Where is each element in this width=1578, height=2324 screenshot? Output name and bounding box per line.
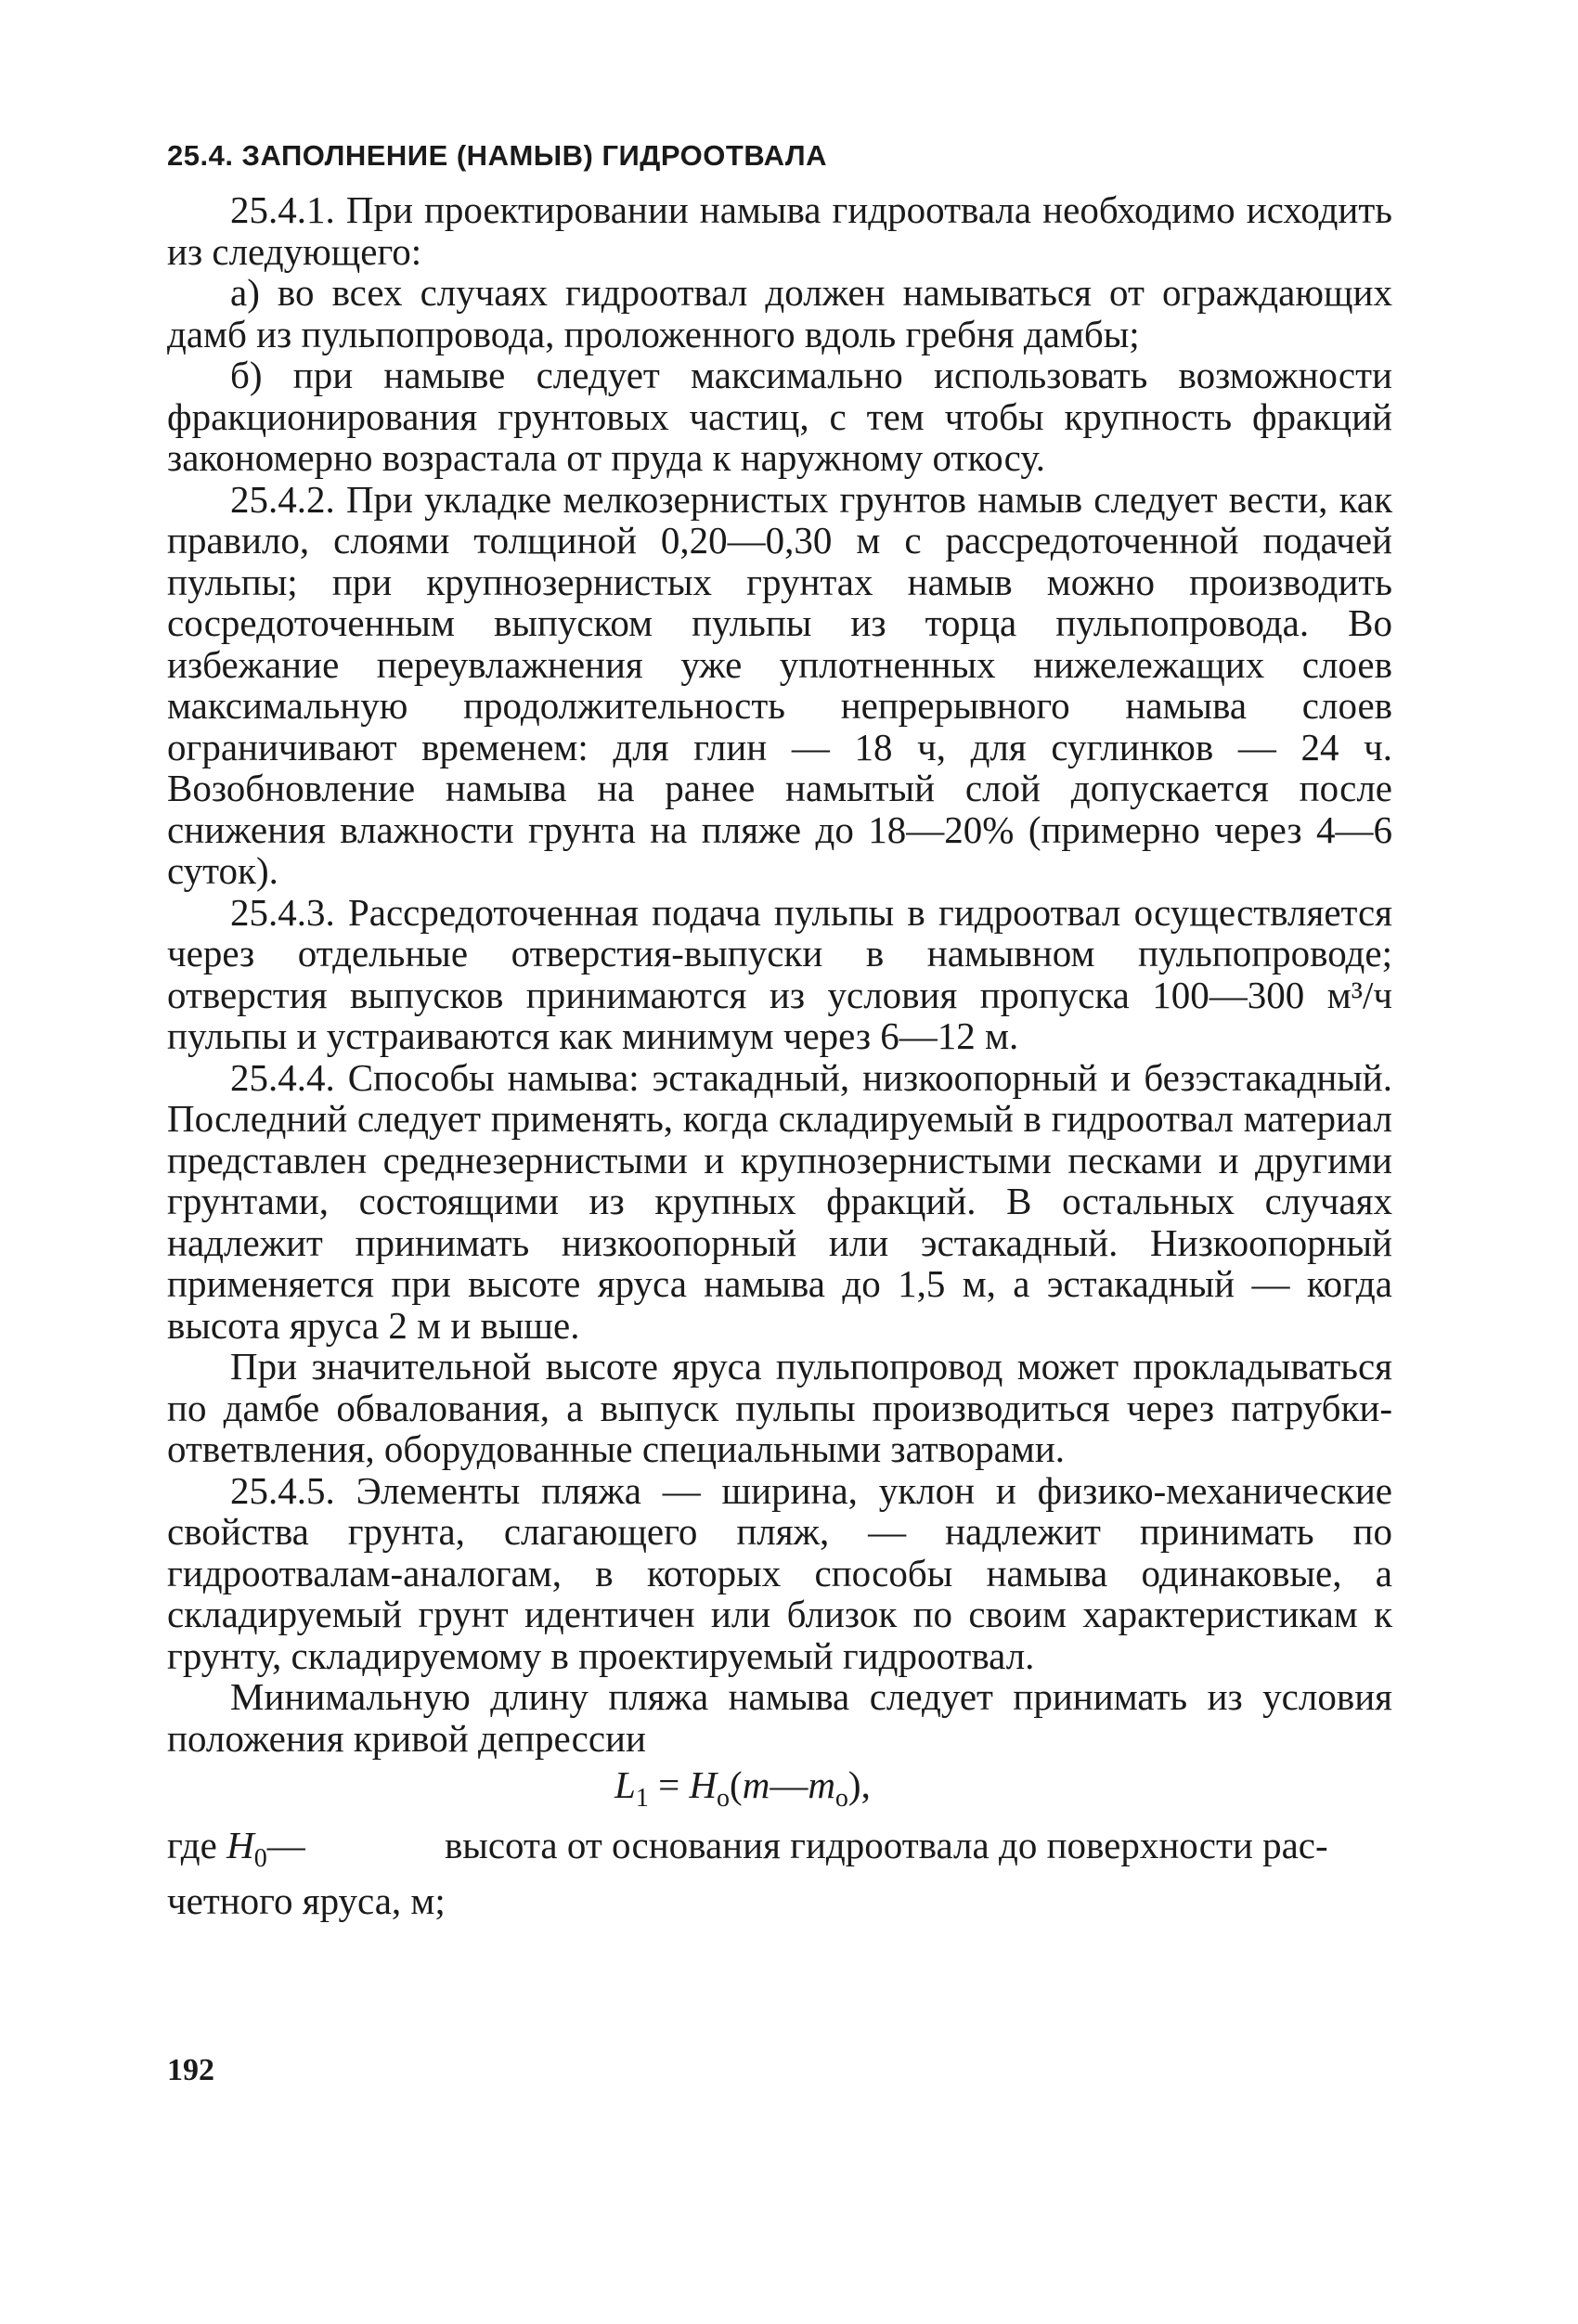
paragraph-min-beach-length: Минимальную длину пляжа намыва следует принимать из условия положения кривой депрессии [167, 1675, 1392, 1760]
formula-m: m [742, 1763, 770, 1806]
section-heading: 25.4. ЗАПОЛНЕНИЕ (НАМЫВ) ГИДРООТВАЛА [167, 139, 828, 172]
paragraph-item-b: б) при намыве следует максимально использовать возможности фракционирования грунтовых частиц, с тем чтобы крупность фракций закономерно возрастала от пруда к наружному откосу. [167, 354, 1392, 479]
paragraph-25-4-2: 25.4.2. При укладке мелкозернистых грунтов намыв следует вести, как правило, слоями толщиной 0,20—0,30 м с рассредоточенной подачей пульпы; при крупнозернистых грунтах намыв можно производить сосредоточенным выпуском пульпы из торца пульпопровода. Во избежание переувлажнения уже уплотненных нижележащих слоев максимальную продолжительность непрерывного намыва слоев ограничивают временем: для глин — 18 ч, для суглинков — 24 ч. Возобновление намыва на ранее намытый слой допускается после снижения влажности грунта на пляже до 18—20% (примерно через 4—6 суток). [167, 477, 1392, 892]
formula-open-paren: ( [730, 1763, 743, 1806]
paragraph-tier-height: При значительной высоте яруса пульпопровод может прокладываться по дамбе обвалования, а выпуск пульпы производиться через патрубки-ответвления, оборудованные специальными затворами. [167, 1345, 1392, 1470]
formula-m0-sub: o [834, 1784, 848, 1814]
formula-close-paren: ), [847, 1763, 871, 1806]
formula-h-var: H [689, 1763, 718, 1806]
formula-equals: = [648, 1763, 690, 1806]
formula-h-sub: o [717, 1784, 731, 1814]
where-var: H [226, 1824, 254, 1867]
paragraph-25-4-5: 25.4.5. Элементы пляжа — ширина, уклон и физико-механические свойства грунта, слагающего пляж, — надлежит принимать по гидроотвалам-аналогам, в которых способы намыва одинаковые, а складируемый грунт идентичен или близок по своим характеристикам к грунту, складируемому в проектируемый гидроотвал. [167, 1468, 1392, 1677]
paragraph-25-4-1: 25.4.1. При проектировании намыва гидроотвала необходимо исходить из следующего: [167, 188, 1392, 273]
formula-minus: — [770, 1763, 808, 1806]
formula-m0-var: m [808, 1763, 835, 1806]
page-body [167, 137, 1392, 1921]
paragraph-25-4-3: 25.4.3. Рассредоточенная подача пульпы в гидроотвал осуществляется через отдельные отверстия-выпуски в намывном пульпопроводе; отверстия выпусков принимаются из условия пропуска 100—300 м³/ч пульпы и устраиваются как минимум через 6—12 м. [167, 890, 1392, 1057]
formula-lhs-var: L [614, 1763, 636, 1806]
where-definition [167, 1825, 1392, 1921]
paragraph-item-a: а) во всех случаях гидроотвал должен намываться от ограждающих дамб из пульпопровода, проложенного вдоль гребня дамбы; [167, 271, 1392, 355]
where-dash: — [266, 1824, 305, 1867]
where-prefix: где [167, 1824, 227, 1867]
where-term [167, 1825, 305, 1880]
where-text: высота от основания гидроотвала до поверхности расчетного яруса, м; [167, 1824, 1328, 1922]
page-number: 192 [167, 2053, 214, 2087]
formula-beach-length [167, 1761, 1392, 1823]
formula-lhs-sub: 1 [635, 1784, 649, 1814]
where-sub: 0 [253, 1844, 267, 1874]
paragraph-25-4-4: 25.4.4. Способы намыва: эстакадный, низкоопорный и безэстакадный. Последний следует применять, когда складируемый в гидроотвал материал представлен среднезернистыми и крупнозернистыми песками и другими грунтами, состоящими из крупных фракций. В остальных случаях надлежит принимать низкоопорный или эстакадный. Низкоопорный применяется при высоте яруса намыва до 1,5 м, а эстакадный — когда высота яруса 2 м и выше. [167, 1055, 1392, 1347]
